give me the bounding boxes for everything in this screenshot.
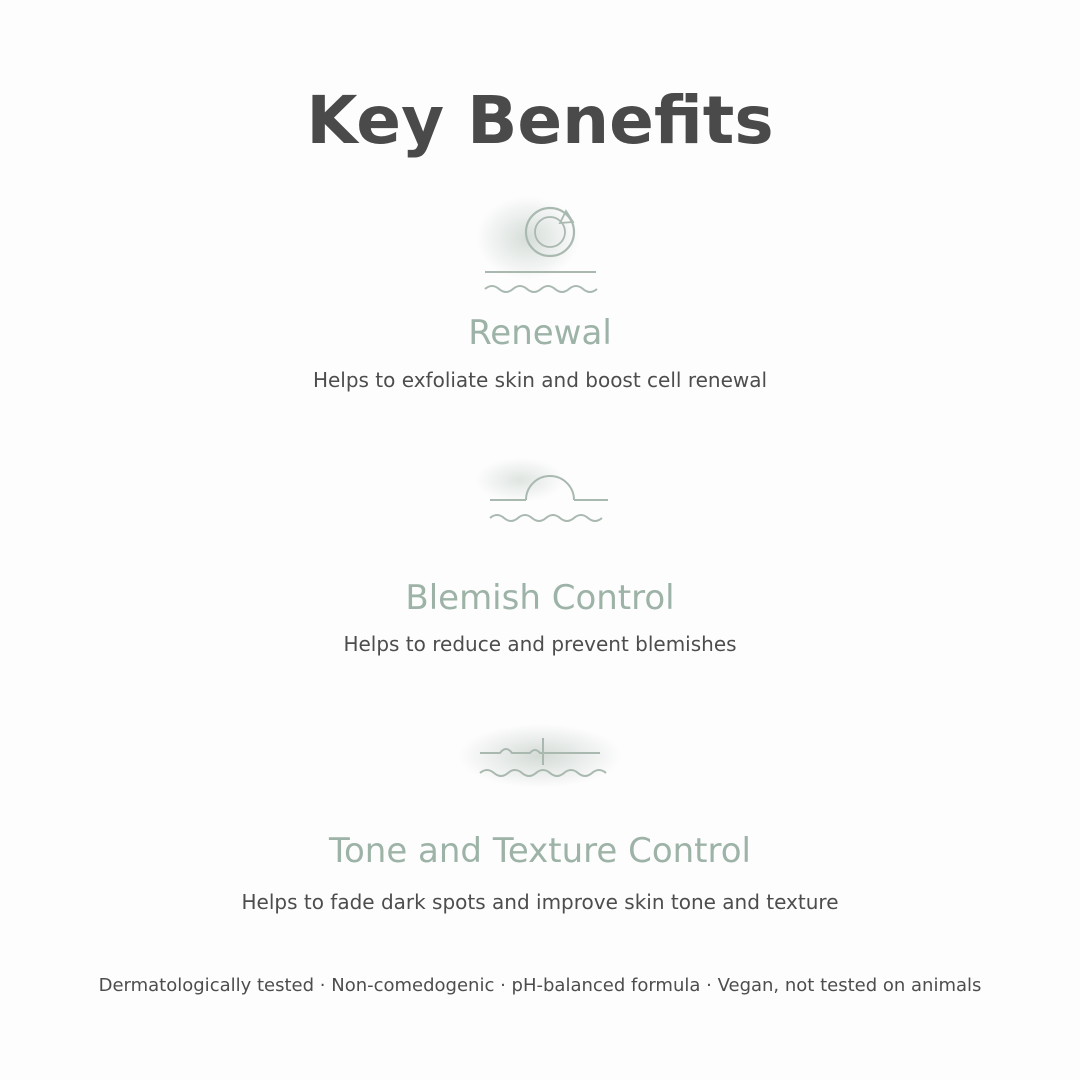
benefit-desc-tone-texture: Helps to fade dark spots and improve skin tone and texture bbox=[241, 890, 839, 914]
blemish-icon bbox=[0, 458, 1080, 532]
benefit-desc-renewal: Helps to exfoliate skin and boost cell renewal bbox=[312, 368, 768, 392]
page-title: Key Benefits bbox=[306, 82, 774, 159]
benefit-desc-blemish: Helps to reduce and prevent blemishes bbox=[343, 632, 737, 656]
renewal-icon bbox=[0, 196, 1080, 300]
benefit-title-tone-texture: Tone and Texture Control bbox=[328, 831, 751, 871]
footer-claims: Dermatologically tested · Non-comedogenic · pH-balanced formula · Vegan, not tested on animals bbox=[98, 975, 982, 996]
tone-texture-icon bbox=[0, 722, 1080, 792]
benefit-title-renewal: Renewal bbox=[468, 313, 612, 353]
benefit-title-blemish: Blemish Control bbox=[405, 578, 675, 618]
